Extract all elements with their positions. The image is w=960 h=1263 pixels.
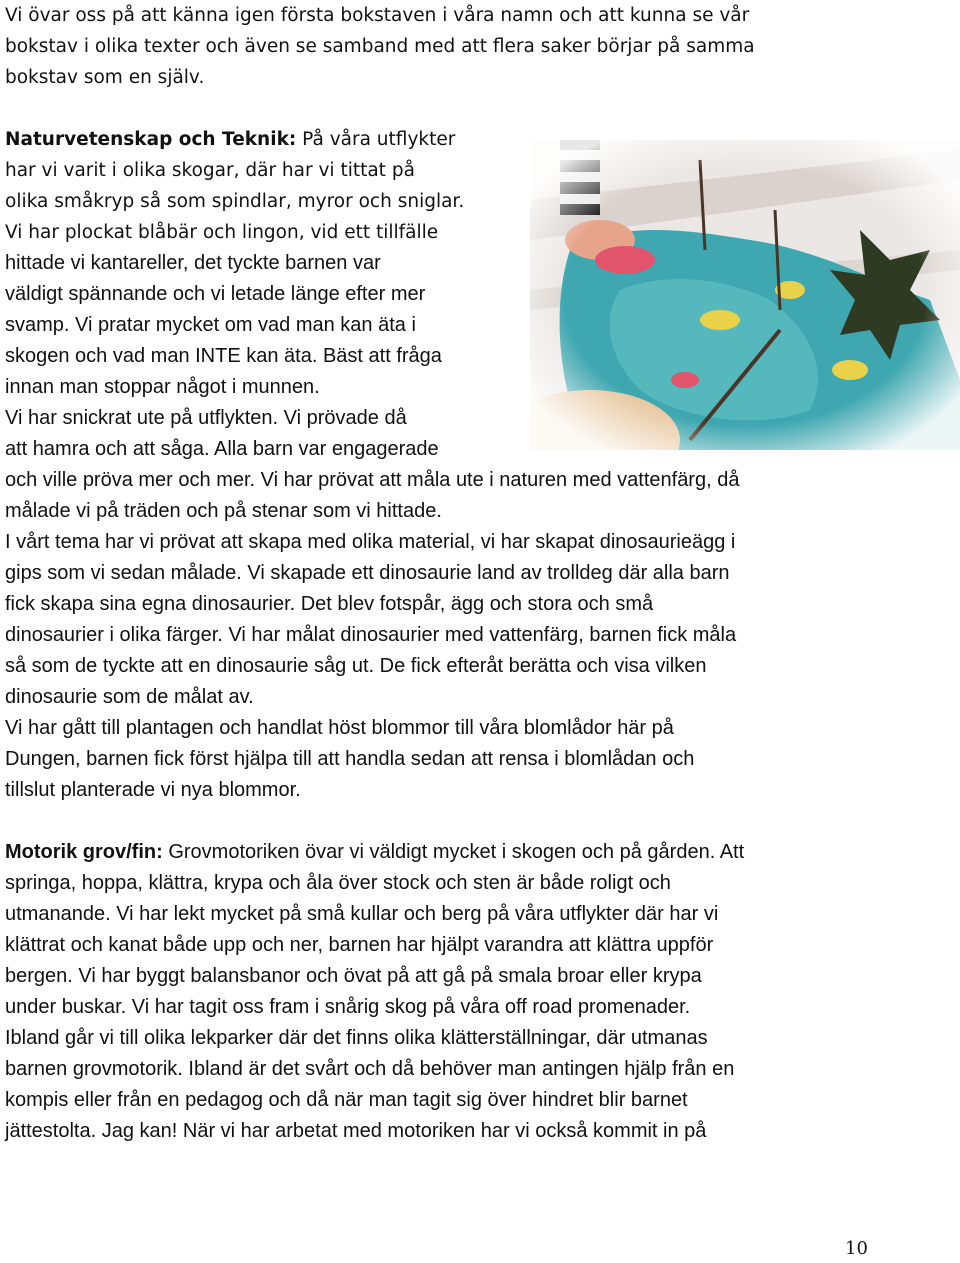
nature-line: skogen och vad man INTE kan äta. Bäst att fråga xyxy=(5,345,442,367)
motorik-line: springa, hoppa, klättra, krypa och åla över stock och sten är både roligt och xyxy=(5,872,671,894)
motorik-line: Ibland går vi till olika lekparker där det finns olika klätterställningar, där utmanas xyxy=(5,1027,708,1049)
motorik-line: utmanande. Vi har lekt mycket på små kullar och berg på våra utflykter där har vi xyxy=(5,903,719,925)
nature-line: väldigt spännande och vi letade länge efter mer xyxy=(5,283,426,305)
motorik-line: bergen. Vi har byggt balansbanor och övat på att gå på smala broar eller krypa xyxy=(5,965,702,987)
intro-line: bokstav i olika texter och även se samband med att flera saker börjar på samma xyxy=(5,36,755,57)
nature-line: dinosaurie som de målat av. xyxy=(5,686,254,708)
motorik-heading-line xyxy=(5,837,744,868)
nature-line: olika småkryp så som spindlar, myror och sniglar. xyxy=(5,191,465,212)
nature-line: och ville pröva mer och mer. Vi har prövat att måla ute i naturen med vattenfärg, då xyxy=(5,469,740,491)
page-number: 10 xyxy=(845,1238,868,1259)
nature-line: har vi varit i olika skogar, där har vi tittat på xyxy=(5,160,415,181)
motorik-line: klättrat och kanat både upp och ner, barnen har hjälpt varandra att klättra uppför xyxy=(5,934,714,956)
nature-line: hittade vi kantareller, det tyckte barnen var xyxy=(5,252,381,274)
nature-line: tillslut planterade vi nya blommor. xyxy=(5,779,301,801)
playdough-dinosaur-photo xyxy=(530,140,960,450)
nature-line: Vi har snickrat ute på utflykten. Vi prövade då xyxy=(5,407,407,429)
nature-line: så som de tyckte att en dinosaurie såg ut. De fick efteråt berätta och visa vilken xyxy=(5,655,707,677)
nature-line: Dungen, barnen fick först hjälpa till att handla sedan att rensa i blomlådan och xyxy=(5,748,695,770)
motorik-line: jättestolta. Jag kan! När vi har arbetat med motoriken har vi också kommit in på xyxy=(5,1120,707,1142)
nature-line: Vi har gått till plantagen och handlat höst blommor till våra blomlådor här på xyxy=(5,717,674,739)
nature-line: målade vi på träden och på stenar som vi hittade. xyxy=(5,500,442,522)
nature-heading: Naturvetenskap och Teknik: xyxy=(5,129,297,150)
motorik-line: barnen grovmotorik. Ibland är det svårt och då behöver man antingen hjälp från en xyxy=(5,1058,735,1080)
nature-line: I vårt tema har vi prövat att skapa med olika material, vi har skapat dinosaurieägg i xyxy=(5,531,736,553)
nature-line: att hamra och att såga. Alla barn var engagerade xyxy=(5,438,439,460)
intro-line: bokstav som en själv. xyxy=(5,67,205,88)
motorik-heading-rest: Grovmotoriken övar vi väldigt mycket i skogen och på gården. Att xyxy=(162,841,745,863)
motorik-line: under buskar. Vi har tagit oss fram i snårig skog på våra off road promenader. xyxy=(5,996,691,1018)
nature-heading-line xyxy=(5,124,455,155)
nature-line: Vi har plockat blåbär och lingon, vid ett tillfälle xyxy=(5,222,439,243)
nature-line: gips som vi sedan målade. Vi skapade ett dinosaurie land av trolldeg där alla barn xyxy=(5,562,730,584)
motorik-heading: Motorik grov/fin: xyxy=(5,841,163,863)
nature-line: fick skapa sina egna dinosaurier. Det blev fotspår, ägg och stora och små xyxy=(5,593,654,615)
nature-line: innan man stoppar något i munnen. xyxy=(5,376,320,398)
nature-line: svamp. Vi pratar mycket om vad man kan äta i xyxy=(5,314,416,336)
nature-line: dinosaurier i olika färger. Vi har målat dinosaurier med vattenfärg, barnen fick måla xyxy=(5,624,737,646)
motorik-line: kompis eller från en pedagog och då när man tagit sig över hindret blir barnet xyxy=(5,1089,688,1111)
intro-line: Vi övar oss på att känna igen första bokstaven i våra namn och att kunna se vår xyxy=(5,5,750,26)
nature-heading-rest: På våra utflykter xyxy=(296,129,456,150)
